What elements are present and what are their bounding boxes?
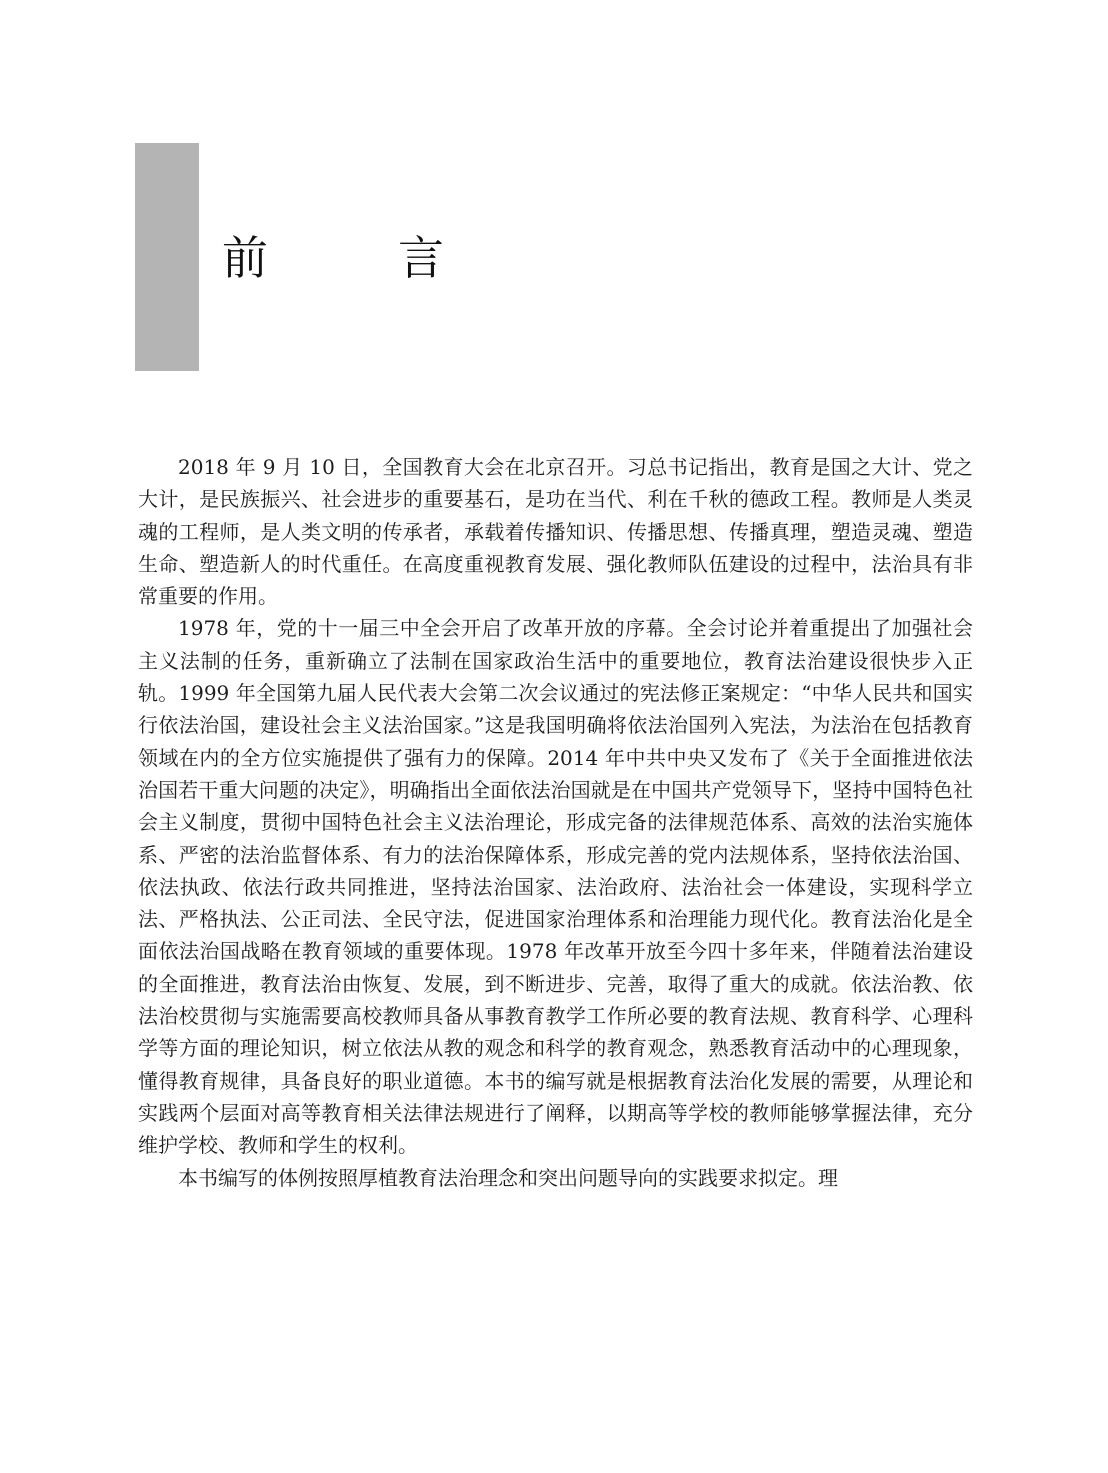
paragraph-3: 本书编写的体例按照厚植教育法治理念和突出问题导向的实践要求拟定。理 <box>178 1165 838 1190</box>
paragraph-1: 2018 年 9 月 10 日，全国教育大会在北京召开。习总书记指出，教育是国之大计、党之大计，是民族振兴、社会进步的重要基石，是功在当代、利在千秋的德政工程。教师是人类灵魂的工程师，是人类文明的传承者，承载着传播知识、传播思想、传播真理，塑造灵魂、塑造生命、塑造新人的时代重任。在高度重视教育发展、强化教师队伍建设的过程中，法治具有非常重要的作用。 <box>138 455 973 609</box>
body-text <box>138 451 973 1194</box>
title-decoration-bar <box>135 143 199 371</box>
page-title: 前 言 <box>222 231 486 285</box>
paragraph-2: 1978 年，党的十一届三中全会开启了改革开放的序幕。全会讨论并着重提出了加强社会主义法制的任务，重新确立了法制在国家政治生活中的重要地位，教育法治建设很快步入正轨。1999 年全国第九届人民代表大会第二次会议通过的宪法修正案规定：“中华人民共和国实行依法治国，建设社会主义法治国家。”这是我国明确将依法治国列入宪法，为法治在包括教育领域在内的全方位实施提供了强有力的保障。2014 年中共中央又发布了《关于全面推进依法治国若干重大问题的决定》，明确指出全面依法治国就是在中国共产党领导下，坚持中国特色社会主义制度，贯彻中国特色社会主义法治理论，形成完备的法律规范体系、高效的法治实施体系、严密的法治监督体系、有力的法治保障体系，形成完善的党内法规体系，坚持依法治国、依法执政、依法行政共同推进，坚持法治国家、法治政府、法治社会一体建设，实现科学立法、严格执法、公正司法、全民守法，促进国家治理体系和治理能力现代化。教育法治化是全面依法治国战略在教育领域的重要体现。1978 年改革开放至今四十多年来，伴随着法治建设的全面推进，教育法治由恢复、发展，到不断进步、完善，取得了重大的成就。依法治教、依法治校贯彻与实施需要高校教师具备从事教育教学工作所必要的教育法规、教育科学、心理科学等方面的理论知识，树立依法从教的观念和科学的教育观念，熟悉教育活动中的心理现象，懂得教育规律，具备良好的职业道德。本书的编写就是根据教育法治化发展的需要，从理论和实践两个层面对高等教育相关法律法规进行了阐释，以期高等学校的教师能够掌握法律，充分维护学校、教师和学生的权利。 <box>138 616 973 1158</box>
